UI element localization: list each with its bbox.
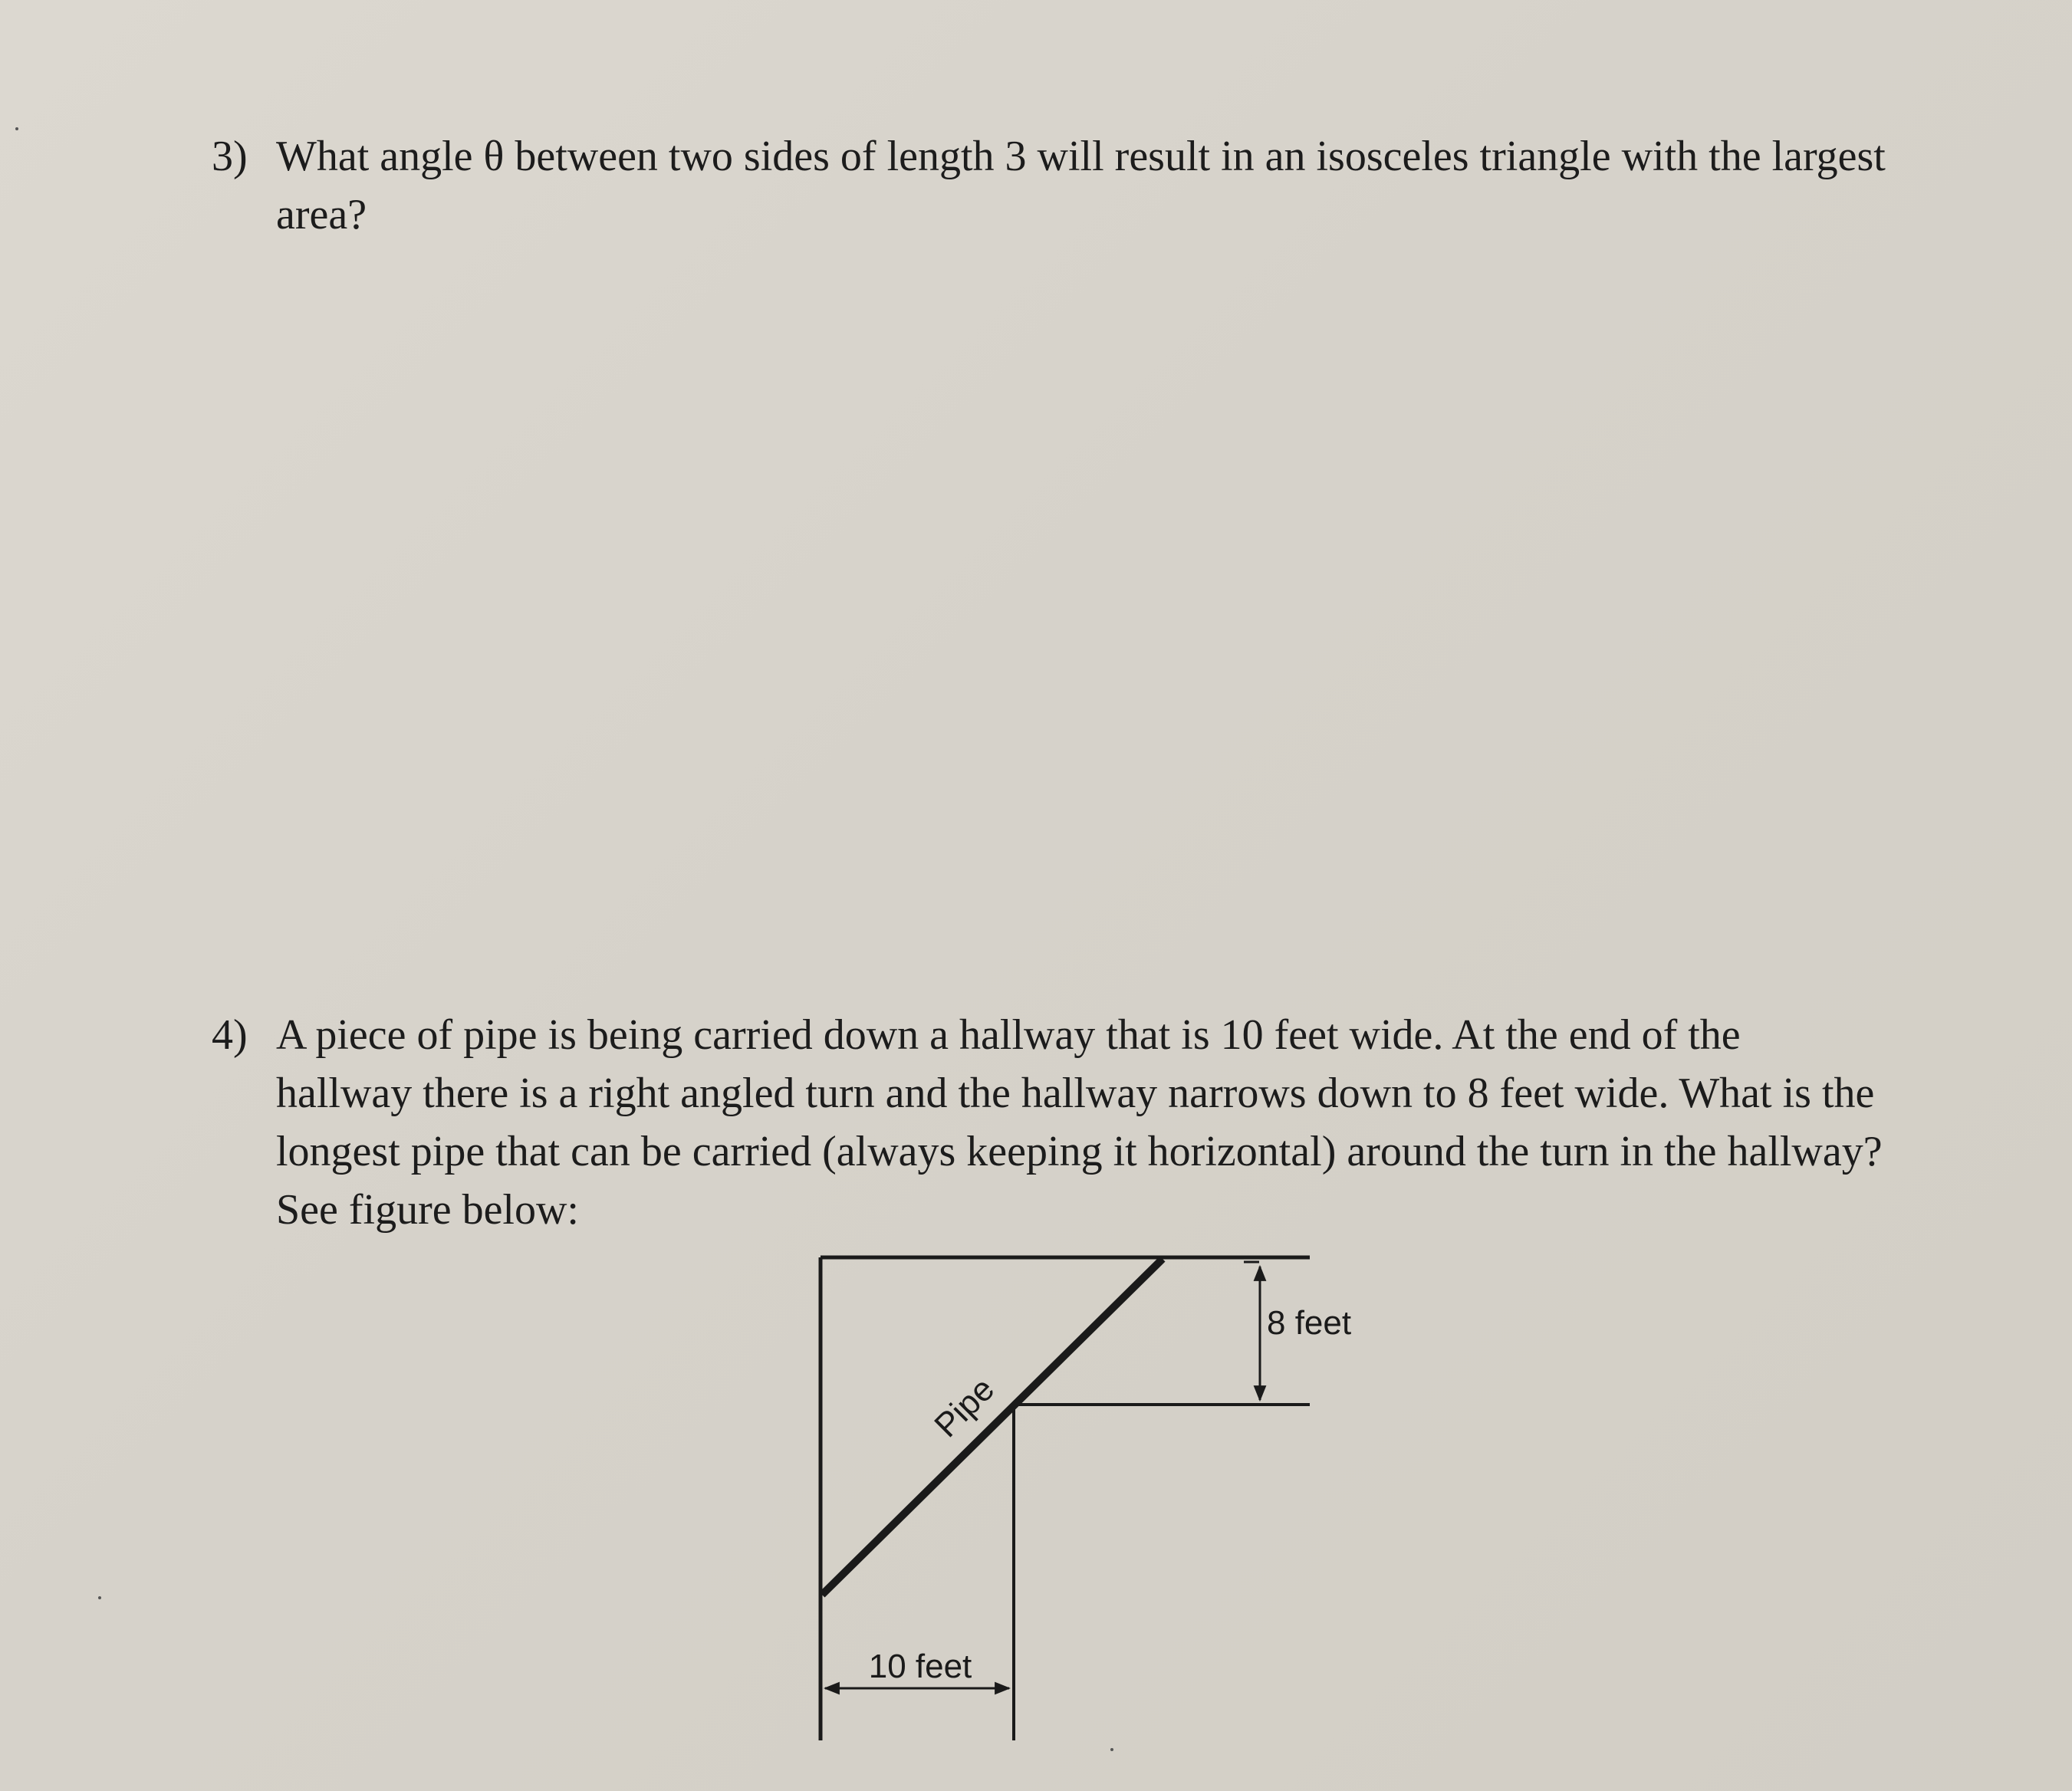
problem-4-number: 4) — [212, 1011, 248, 1059]
paper-speck — [98, 1596, 101, 1599]
hallway-diagram — [798, 1242, 1352, 1748]
paper-speck — [1110, 1748, 1113, 1751]
hallway-figure — [798, 1242, 1352, 1748]
pipe — [822, 1259, 1163, 1595]
problem-4-text: A piece of pipe is being carried down a hallway that is 10 feet wide. At the end of the hallway there is a right angled turn and the hallway narrows down to 8 feet wide. What is the longest pipe that can be carried (always keeping it horizontal) around the turn in the hallway? See figure below: — [276, 1011, 1883, 1234]
paper-speck — [15, 127, 18, 130]
dimension-10ft-label: 10 feet — [868, 1648, 972, 1685]
pipe-label: Pipe — [927, 1370, 1002, 1445]
dimension-8ft-label: 8 feet — [1267, 1304, 1352, 1342]
problem-3-text: What angle θ between two sides of length 3 will result in an isosceles triangle with the largest area? — [276, 133, 1886, 238]
problem-3-number: 3) — [212, 133, 248, 180]
